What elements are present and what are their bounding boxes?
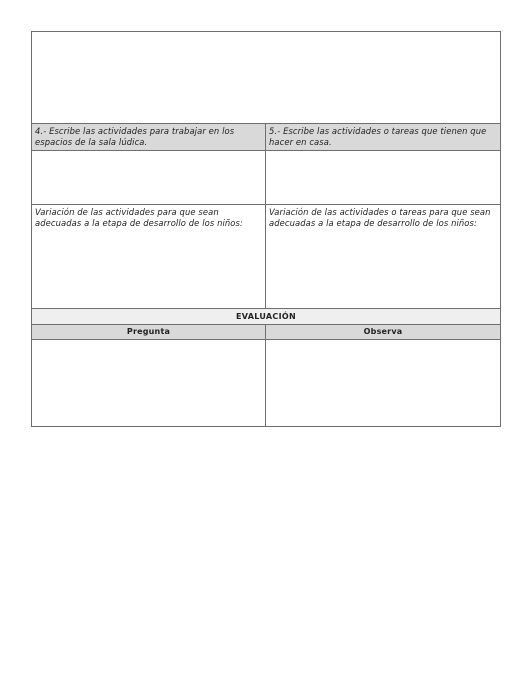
evaluation-title-row [32, 309, 501, 325]
variation-row [32, 205, 501, 309]
variation-left-cell[interactable] [32, 205, 266, 309]
section5-header-cell [266, 124, 501, 151]
activities-header-row [32, 124, 501, 151]
variation-right-cell[interactable] [266, 205, 501, 309]
section4-answer-cell[interactable] [32, 151, 266, 205]
column-pregunta-header: Pregunta [32, 325, 266, 340]
pregunta-answer-cell[interactable] [32, 340, 266, 427]
column-observa-header: Observa [266, 325, 501, 340]
variation-left-label: Variación de las actividades para que sean adecuadas a la etapa de desarrollo de los niños: [35, 207, 243, 228]
section4-header-cell [32, 124, 266, 151]
planning-form-table [31, 31, 501, 427]
variation-right-label: Variación de las actividades o tareas para que sean adecuadas a la etapa de desarrollo de los niños: [269, 207, 491, 228]
evaluation-columns-row [32, 325, 501, 340]
section5-answer-cell[interactable] [266, 151, 501, 205]
section4-label: 4.- Escribe las actividades para trabajar en los espacios de la sala lúdica. [35, 126, 235, 147]
evaluation-answer-row [32, 340, 501, 427]
observa-answer-cell[interactable] [266, 340, 501, 427]
top-blank-cell[interactable] [32, 32, 501, 124]
evaluation-title: EVALUACIÓN [32, 309, 501, 325]
top-blank-row [32, 32, 501, 124]
activities-answer-row [32, 151, 501, 205]
section5-label: 5.- Escribe las actividades o tareas que tienen que hacer en casa. [269, 126, 487, 147]
